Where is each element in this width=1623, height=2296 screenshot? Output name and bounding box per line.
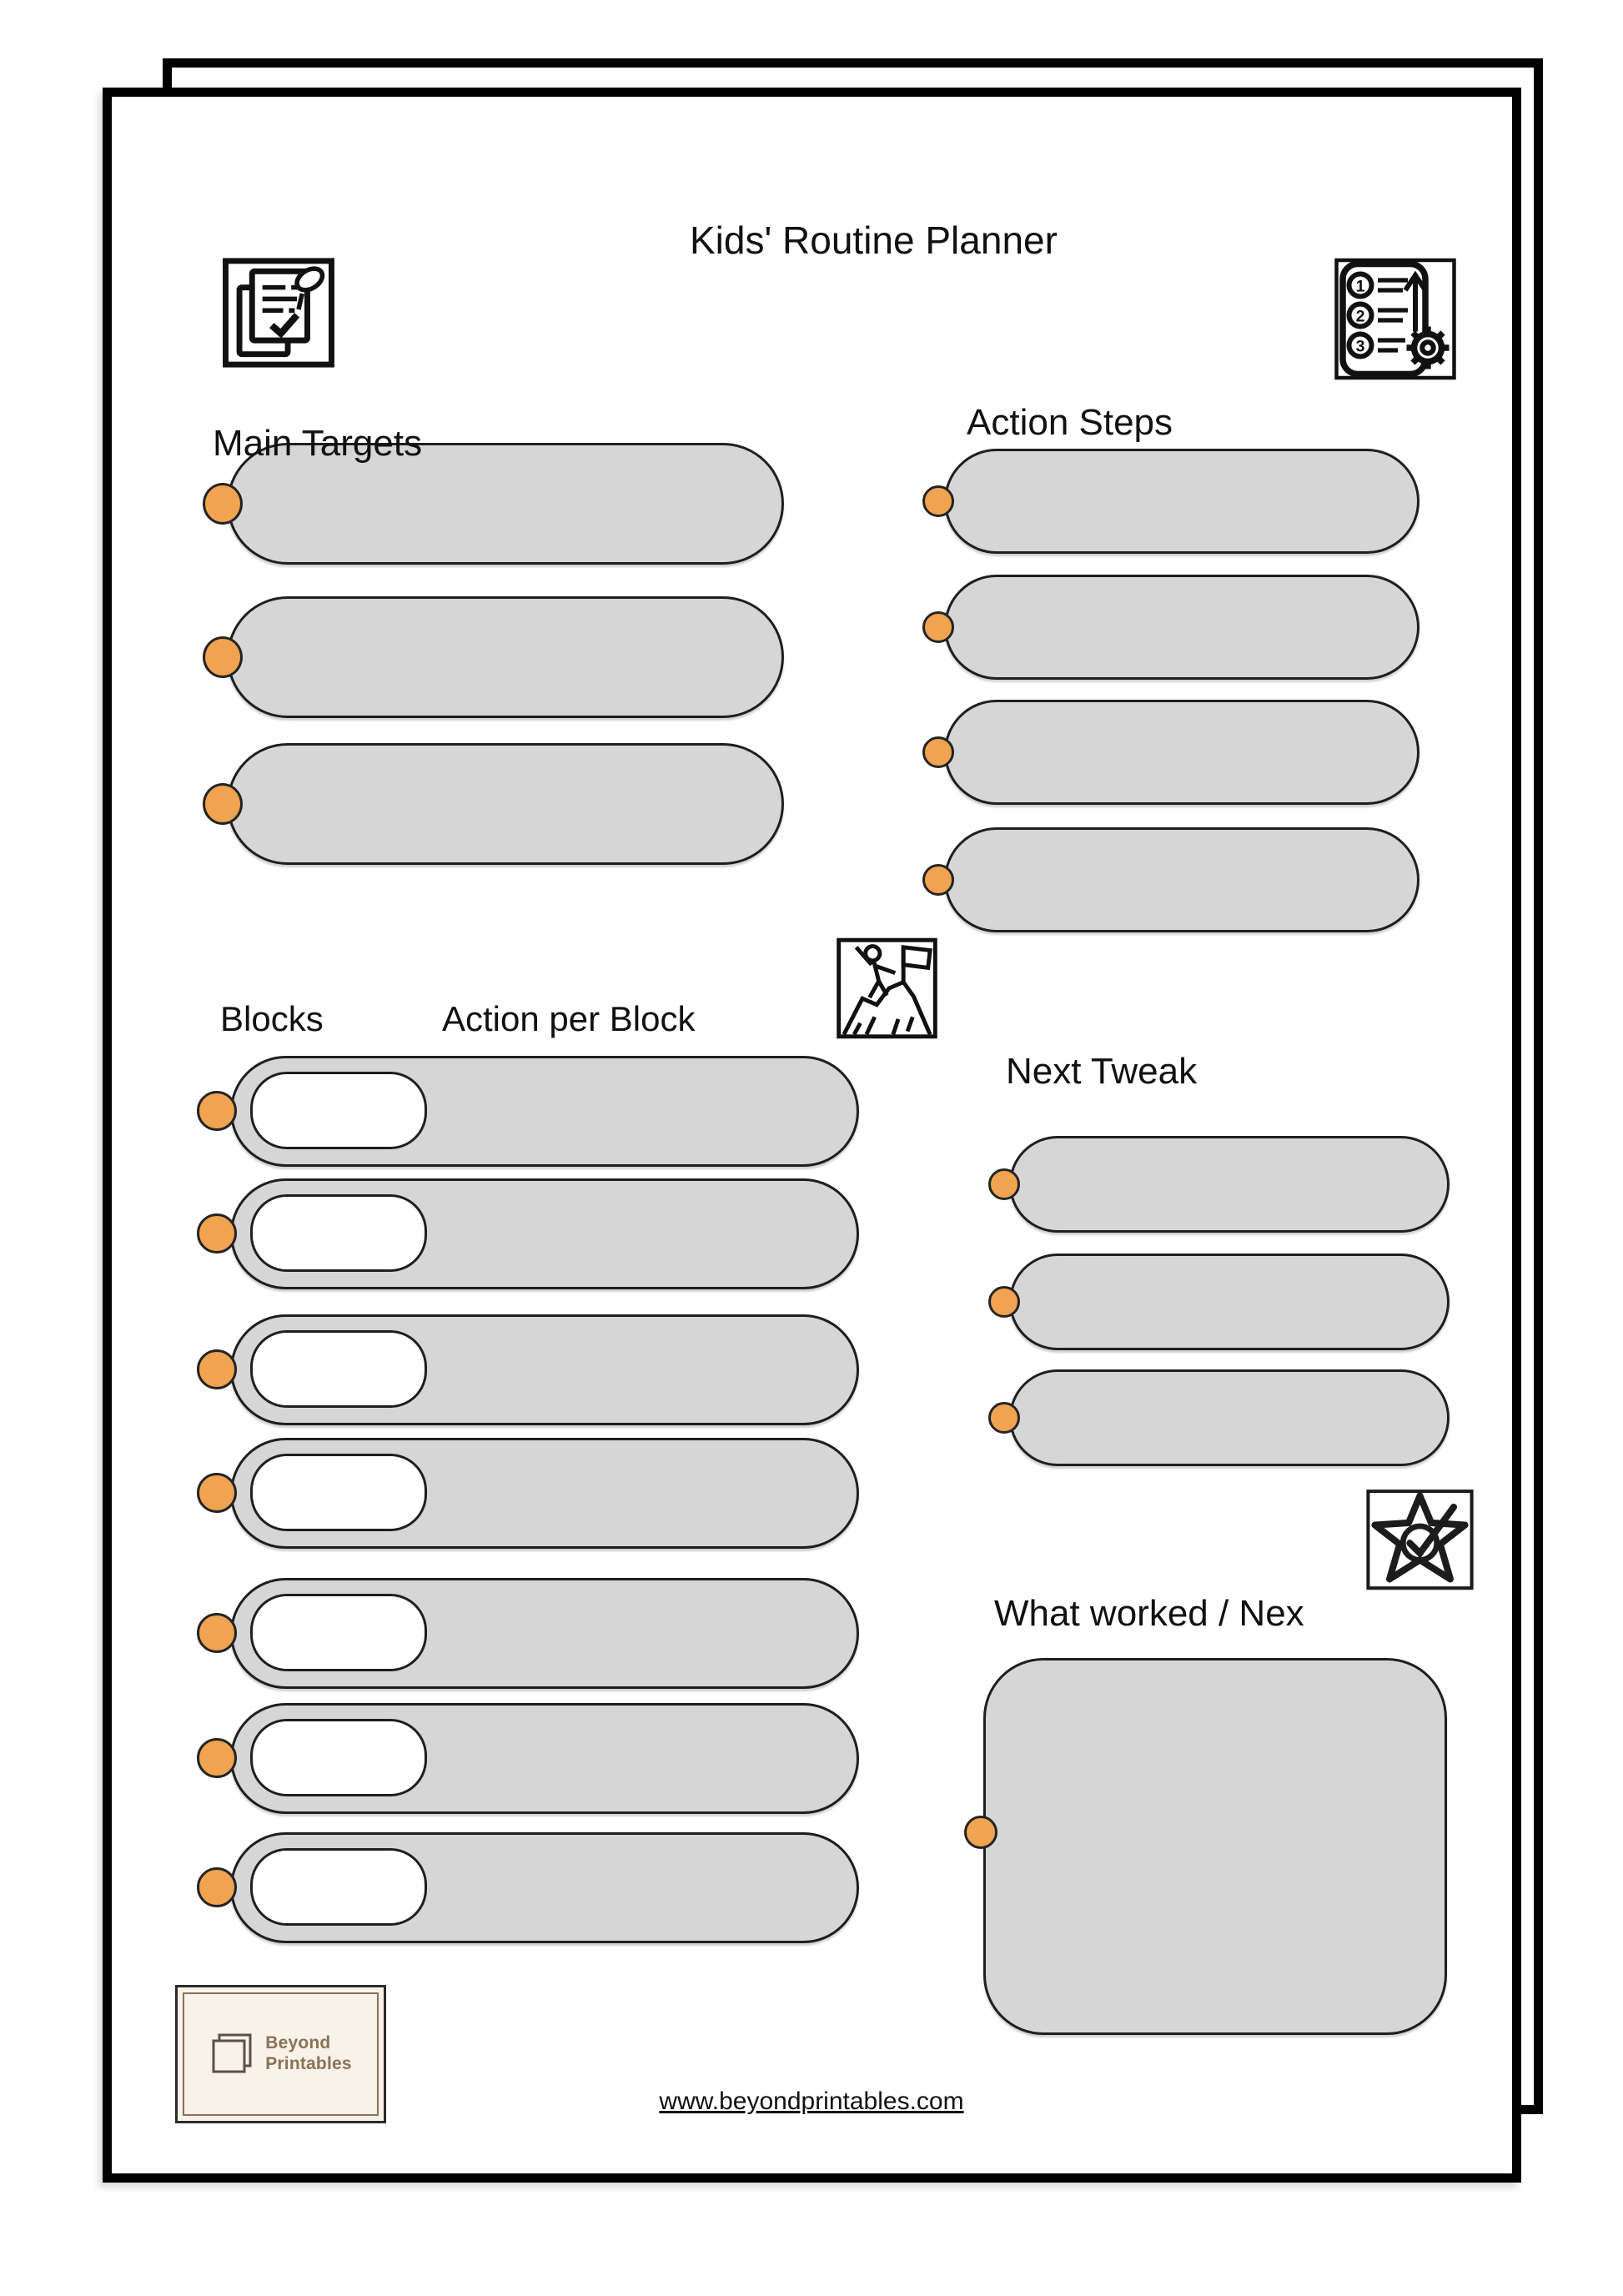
bullet-dot	[203, 636, 243, 678]
bullet-dot	[964, 1816, 997, 1849]
bullet-dot	[922, 736, 954, 768]
section-label-next-tweak: Next Tweak	[1006, 1051, 1198, 1092]
bullet-dot	[922, 864, 954, 896]
section-label-blocks: Blocks	[220, 999, 324, 1038]
bullet-dot	[197, 1213, 237, 1254]
block-row	[230, 1578, 859, 1689]
block-time-field	[250, 1330, 427, 1408]
svg-text:2: 2	[1355, 307, 1365, 326]
numbered-steps-gear-icon	[1333, 256, 1458, 382]
svg-text:3: 3	[1355, 337, 1365, 356]
action-step-field	[944, 449, 1419, 554]
bullet-dot	[197, 1738, 237, 1778]
bullet-dot	[203, 783, 243, 825]
next-tweak-field	[1009, 1369, 1450, 1466]
bullet-dot	[197, 1091, 237, 1131]
bullet-dot	[197, 1349, 237, 1389]
bullet-dot	[988, 1286, 1020, 1318]
action-step-field	[944, 575, 1419, 680]
block-row	[230, 1832, 859, 1943]
footer	[103, 2088, 1520, 2116]
climber-flag-icon	[836, 934, 938, 1042]
logo-line2: Printables	[265, 2054, 352, 2073]
logo-line1: Beyond	[265, 2033, 331, 2053]
block-row	[230, 1178, 859, 1289]
block-time-field	[250, 1719, 427, 1796]
section-label-what-worked: What worked / Nex	[994, 1593, 1304, 1634]
footer-url-link[interactable]: www.beyondprintables.com	[659, 2088, 964, 2115]
page-title: Kids' Routine Planner	[690, 219, 1058, 262]
bullet-dot	[203, 483, 243, 525]
star-check-icon	[1359, 1485, 1480, 1597]
section-label-action-steps: Action Steps	[967, 402, 1173, 443]
bullet-dot	[197, 1867, 237, 1907]
main-target-field	[227, 743, 784, 865]
block-row	[230, 1056, 859, 1167]
action-step-field	[944, 827, 1419, 932]
bullet-dot	[922, 611, 954, 643]
bullet-dot	[922, 485, 954, 517]
action-step-field	[944, 700, 1419, 805]
section-label-action-per-block: Action per Block	[442, 999, 696, 1038]
main-target-field	[227, 596, 784, 718]
pages-icon	[209, 2032, 254, 2077]
bullet-dot	[988, 1168, 1020, 1200]
block-time-field	[250, 1594, 427, 1671]
bullet-dot	[197, 1613, 237, 1653]
bullet-dot	[988, 1402, 1020, 1434]
svg-text:1: 1	[1355, 277, 1365, 296]
bullet-dot	[197, 1473, 237, 1513]
block-time-field	[250, 1848, 427, 1926]
block-row	[230, 1314, 859, 1425]
what-worked-field	[983, 1658, 1447, 2035]
section-label-main-targets: Main Targets	[213, 423, 423, 464]
block-time-field	[250, 1072, 427, 1149]
block-row	[230, 1438, 859, 1549]
notes-pushpin-icon	[221, 253, 336, 373]
block-time-field	[250, 1194, 427, 1272]
block-time-field	[250, 1454, 427, 1531]
next-tweak-field	[1009, 1136, 1450, 1233]
logo-text	[265, 2033, 352, 2075]
next-tweak-field	[1009, 1254, 1450, 1350]
block-row	[230, 1703, 859, 1814]
